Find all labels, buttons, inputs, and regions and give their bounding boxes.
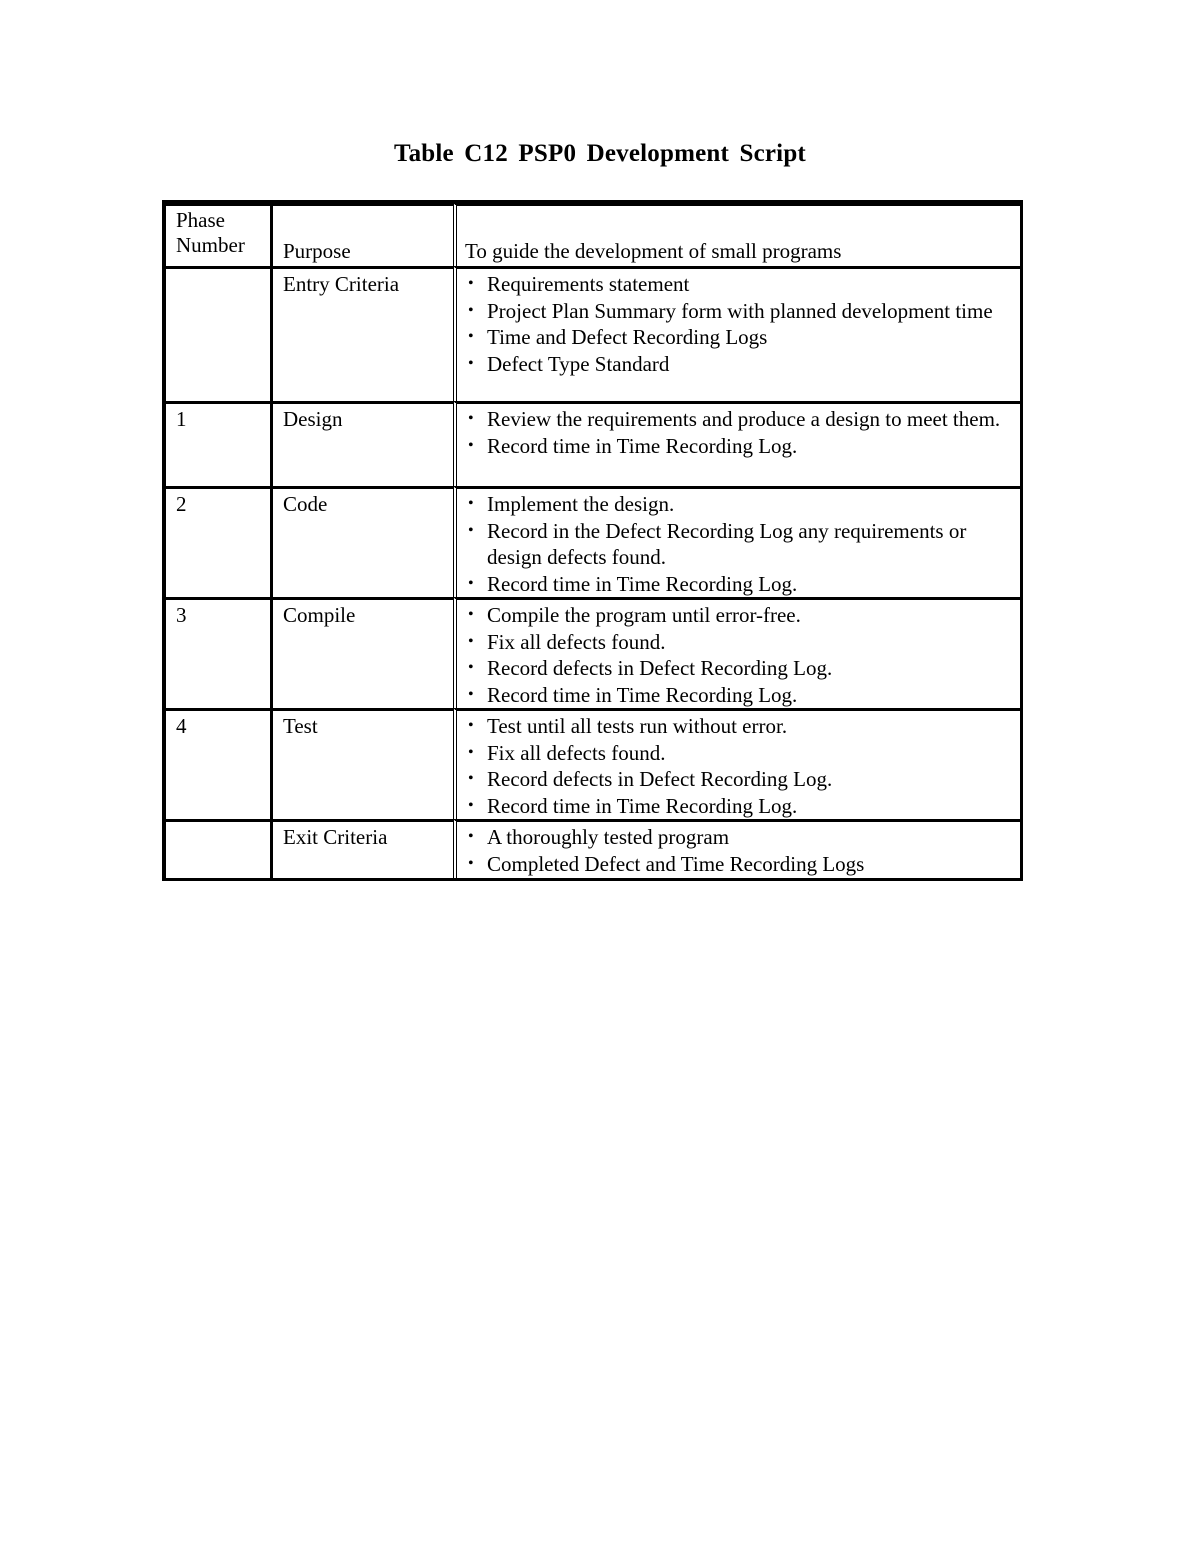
bullet-item: • Completed Defect and Time Recording Logs bbox=[465, 851, 1012, 878]
phase-details bbox=[453, 819, 1020, 878]
table-row-test bbox=[165, 708, 1020, 819]
table-row-entry-criteria bbox=[165, 266, 1020, 401]
bullet-item: • Time and Defect Recording Logs bbox=[465, 324, 1012, 351]
bullet-item: • Record time in Time Recording Log. bbox=[465, 682, 1012, 709]
phase-name: Code bbox=[270, 486, 453, 597]
development-script-table bbox=[162, 200, 1023, 881]
bullet-item: • Review the requirements and produce a design to meet them. bbox=[465, 406, 1012, 433]
bullet-item: • Compile the program until error-free. bbox=[465, 602, 1012, 629]
bullet-item: • Record time in Time Recording Log. bbox=[465, 793, 1012, 820]
phase-details bbox=[453, 266, 1020, 401]
bullet-item: • Fix all defects found. bbox=[465, 629, 1012, 656]
phase-details bbox=[453, 401, 1020, 486]
phase-name: Entry Criteria bbox=[270, 266, 453, 401]
bullet-item: • Implement the design. bbox=[465, 491, 1012, 518]
phase-name: Test bbox=[270, 708, 453, 819]
bullet-item: • Record defects in Defect Recording Log. bbox=[465, 766, 1012, 793]
table-header-row bbox=[165, 203, 1020, 266]
bullet-item: • Record defects in Defect Recording Log. bbox=[465, 655, 1012, 682]
bullet-item: • A thoroughly tested program bbox=[465, 824, 1012, 851]
bullet-item: • Project Plan Summary form with planned development time bbox=[465, 298, 1012, 325]
phase-number: 3 bbox=[165, 597, 270, 708]
phase-number: 4 bbox=[165, 708, 270, 819]
phase-name: Compile bbox=[270, 597, 453, 708]
bullet-item: • Test until all tests run without error. bbox=[465, 713, 1012, 740]
purpose-header: Purpose bbox=[270, 203, 453, 266]
bullet-item: • Record in the Defect Recording Log any requirements or design defects found. bbox=[465, 518, 1012, 571]
phase-number bbox=[165, 819, 270, 878]
table-row-exit-criteria bbox=[165, 819, 1020, 878]
bullet-item: • Record time in Time Recording Log. bbox=[465, 571, 1012, 598]
bullet-item: • Record time in Time Recording Log. bbox=[465, 433, 1012, 460]
phase-details bbox=[453, 708, 1020, 819]
table-row-design bbox=[165, 401, 1020, 486]
table-row-compile bbox=[165, 597, 1020, 708]
phase-number: 2 bbox=[165, 486, 270, 597]
phase-number: 1 bbox=[165, 401, 270, 486]
phase-details bbox=[453, 597, 1020, 708]
purpose-text: To guide the development of small programs bbox=[453, 203, 1020, 266]
bullet-item: • Defect Type Standard bbox=[465, 351, 1012, 378]
table-row-code bbox=[165, 486, 1020, 597]
phase-name: Design bbox=[270, 401, 453, 486]
page-title: Table C12 PSP0 Development Script bbox=[394, 140, 806, 167]
phase-number-header: Phase Number bbox=[165, 203, 270, 266]
bullet-item: • Fix all defects found. bbox=[465, 740, 1012, 767]
bullet-item: • Requirements statement bbox=[465, 271, 1012, 298]
phase-number bbox=[165, 266, 270, 401]
phase-name: Exit Criteria bbox=[270, 819, 453, 878]
phase-details bbox=[453, 486, 1020, 597]
